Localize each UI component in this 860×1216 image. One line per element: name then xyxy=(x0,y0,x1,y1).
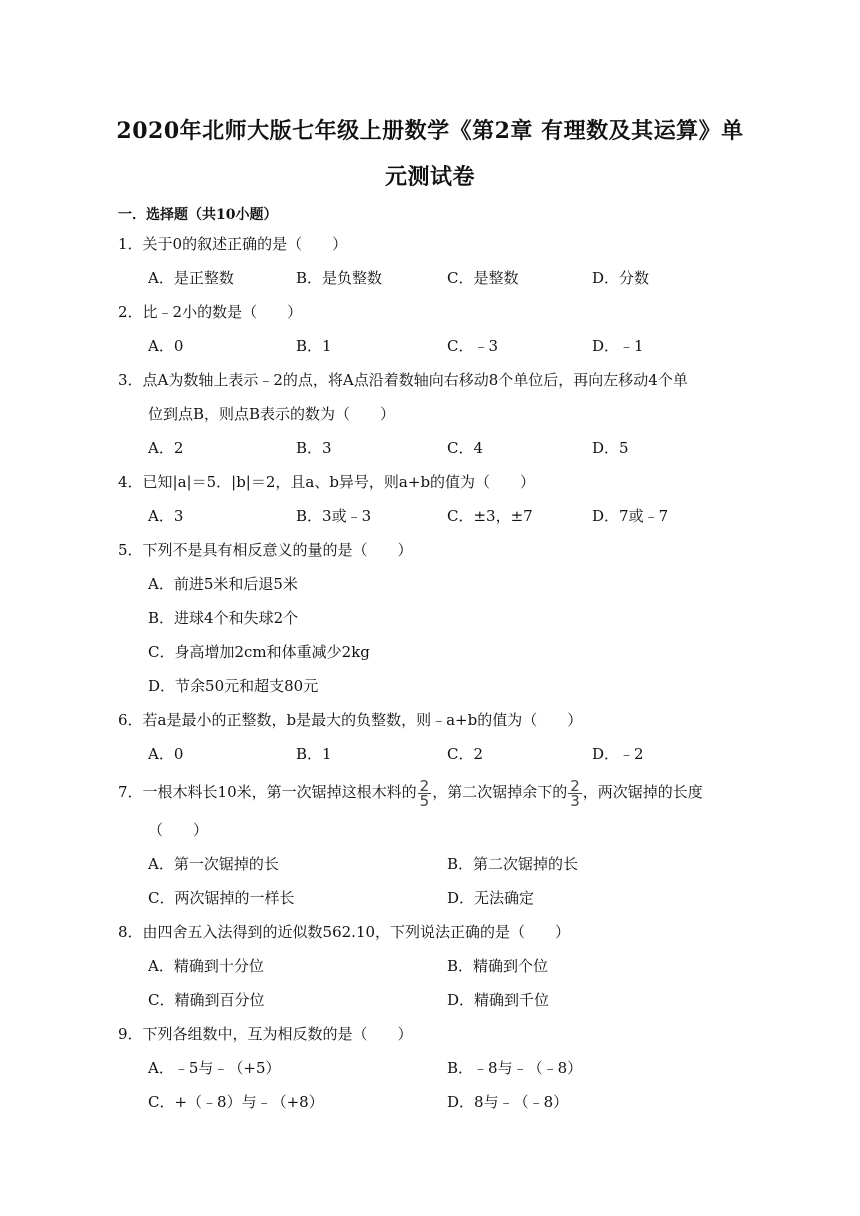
fraction-denominator: 5 xyxy=(419,791,430,810)
option-b[interactable]: B．1 xyxy=(296,337,332,355)
question-9-options-row1 xyxy=(148,1051,748,1085)
option-a[interactable]: A．0 xyxy=(148,745,184,763)
option-d[interactable]: D．节余50元和超支80元 xyxy=(148,677,319,695)
question-9-options-row2 xyxy=(148,1085,748,1119)
fraction-two-fifths xyxy=(418,776,432,810)
question-6-options xyxy=(148,737,748,771)
question-8-options-row1 xyxy=(148,949,748,983)
option-a[interactable]: A．第一次锯掉的长 xyxy=(148,855,279,873)
option-a[interactable]: A．前进5米和后退5米 xyxy=(148,575,298,593)
option-c[interactable]: C．±3，±7 xyxy=(447,507,533,525)
question-7-options-row1 xyxy=(148,847,748,881)
option-a[interactable]: A．2 xyxy=(148,439,184,457)
question-7-text-a: 7．一根木料长10米，第一次锯掉这根木料的 xyxy=(118,783,417,801)
question-2: 2．比﹣2小的数是（ ） xyxy=(118,303,303,321)
option-b[interactable]: B．﹣8与﹣（﹣8） xyxy=(447,1059,583,1077)
option-c[interactable]: C．身高增加2cm和体重减少2kg xyxy=(148,643,370,661)
question-5: 5．下列不是具有相反意义的量的是（ ） xyxy=(118,541,413,559)
question-7-line1 xyxy=(118,775,750,809)
option-b[interactable]: B．进球4个和失球2个 xyxy=(148,609,299,627)
question-1-options xyxy=(148,261,748,295)
option-d[interactable]: D．无法确定 xyxy=(447,889,535,907)
option-c[interactable]: C．两次锯掉的一样长 xyxy=(148,889,295,907)
option-d[interactable]: D．分数 xyxy=(592,269,650,287)
option-a[interactable]: A．0 xyxy=(148,337,184,355)
option-d[interactable]: D．5 xyxy=(592,439,629,457)
option-a[interactable]: A．3 xyxy=(148,507,184,525)
option-a[interactable]: A．是正整数 xyxy=(148,269,234,287)
option-d[interactable]: D．﹣2 xyxy=(592,745,644,763)
option-c[interactable]: C．4 xyxy=(447,439,484,457)
question-1: 1．关于0的叙述正确的是（ ） xyxy=(118,235,348,253)
fraction-numerator: 2 xyxy=(570,776,580,795)
fraction-numerator: 2 xyxy=(419,776,430,795)
question-3-line1: 3．点A为数轴上表示﹣2的点，将A点沿着数轴向右移动8个单位后，再向左移动4个单 xyxy=(118,371,688,389)
option-b[interactable]: B．3 xyxy=(296,439,332,457)
option-d[interactable]: D．7或﹣7 xyxy=(592,507,669,525)
question-7-text-b: ，第二次锯掉余下的 xyxy=(432,783,568,801)
option-b[interactable]: B．1 xyxy=(296,745,332,763)
option-d[interactable]: D．8与﹣（﹣8） xyxy=(447,1093,569,1111)
option-c[interactable]: C．是整数 xyxy=(447,269,519,287)
fraction-two-thirds xyxy=(568,776,582,810)
question-3-options xyxy=(148,431,748,465)
option-b[interactable]: B．是负整数 xyxy=(296,269,383,287)
option-b[interactable]: B．3或﹣3 xyxy=(296,507,372,525)
question-4: 4．已知|a|＝5．|b|＝2，且a、b异号，则a+b的值为（ ） xyxy=(118,473,536,491)
option-c[interactable]: C．+（﹣8）与﹣（+8） xyxy=(148,1093,324,1111)
question-3-line2: 位到点B，则点B表示的数为（ ） xyxy=(148,405,396,423)
option-d[interactable]: D．﹣1 xyxy=(592,337,644,355)
section-heading: 一．选择题（共10小题） xyxy=(118,207,278,223)
fraction-denominator: 3 xyxy=(570,791,580,810)
question-7-options-row2 xyxy=(148,881,748,915)
question-7-line2: （ ） xyxy=(148,821,209,839)
option-a[interactable]: A．﹣5与﹣（+5） xyxy=(148,1059,281,1077)
option-b[interactable]: B．精确到个位 xyxy=(447,957,549,975)
question-4-options xyxy=(148,499,748,533)
option-c[interactable]: C．精确到百分位 xyxy=(148,991,265,1009)
page-title-line2: 元测试卷 xyxy=(384,164,475,190)
question-8-options-row2 xyxy=(148,983,748,1017)
question-8: 8．由四舍五入法得到的近似数562.10，下列说法正确的是（ ） xyxy=(118,923,571,941)
option-a[interactable]: A．精确到十分位 xyxy=(148,957,264,975)
question-6: 6．若a是最小的正整数，b是最大的负整数，则﹣a+b的值为（ ） xyxy=(118,711,583,729)
question-7-text-c: ，两次锯掉的长度 xyxy=(582,783,703,801)
page-title-line1: 2020年北师大版七年级上册数学《第2章 有理数及其运算》单 xyxy=(116,118,744,144)
question-9: 9．下列各组数中，互为相反数的是（ ） xyxy=(118,1025,413,1043)
option-b[interactable]: B．第二次锯掉的长 xyxy=(447,855,579,873)
option-c[interactable]: C．﹣3 xyxy=(447,337,499,355)
question-2-options xyxy=(148,329,748,363)
option-d[interactable]: D．精确到千位 xyxy=(447,991,550,1009)
option-c[interactable]: C．2 xyxy=(447,745,484,763)
